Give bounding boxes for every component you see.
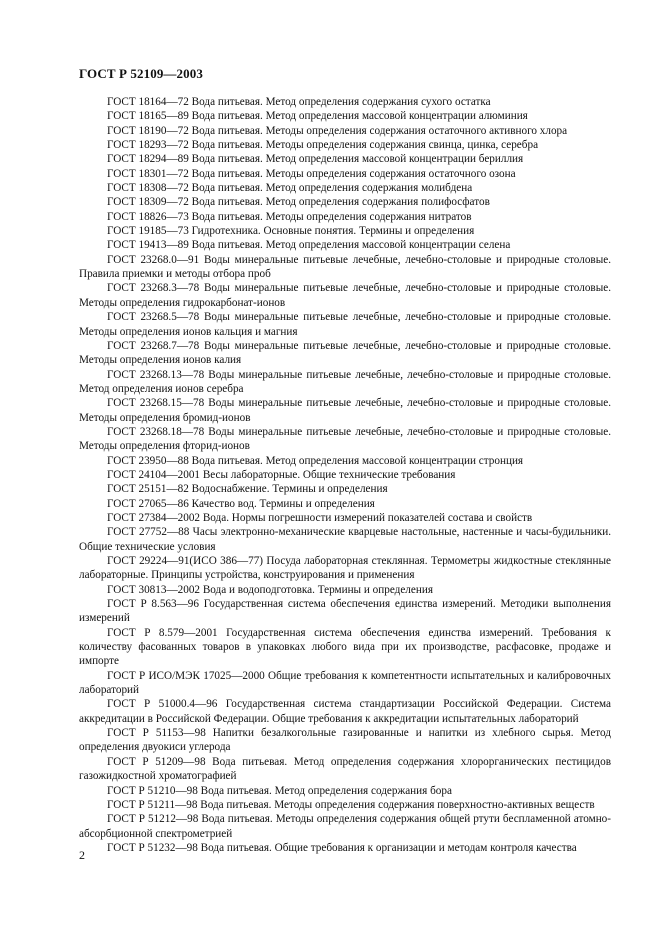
reference-item: ГОСТ 23268.18—78 Воды минеральные питьевые лечебные, лечебно-столовые и природные столовые. Методы определения фторид-ионов (79, 425, 611, 453)
reference-item: ГОСТ Р 51210—98 Вода питьевая. Метод определения содержания бора (107, 784, 452, 797)
reference-item: ГОСТ 27384—2002 Вода. Нормы погрешности измерений показателей состава и свойств (107, 511, 533, 524)
reference-item: ГОСТ 19185—73 Гидротехника. Основные понятия. Термины и определения (107, 225, 475, 238)
reference-item: ГОСТ 23268.13—78 Воды минеральные питьевые лечебные, лечебно-столовые и природные столовые. Метод определения ионов серебра (79, 368, 611, 395)
reference-item: ГОСТ 23268.0—91 Воды минеральные питьевые лечебные, лечебно-столовые и природные столовые. Правила приемки и методы отбора проб (79, 253, 611, 281)
reference-item: ГОСТ 18294—89 Вода питьевая. Метод определения массовой концентрации бериллия (107, 153, 524, 166)
page-number: 2 (79, 848, 85, 862)
reference-item: ГОСТ 23268.7—78 Воды минеральные питьевые лечебные, лечебно-столовые и природные столовые. Методы определения ионов калия (79, 339, 611, 367)
reference-item: ГОСТ 19413—89 Вода питьевая. Метод определения массовой концентрации селена (107, 239, 511, 252)
reference-item: ГОСТ Р 51211—98 Вода питьевая. Методы определения содержания поверхностно-активных веществ (107, 798, 595, 811)
page-header: ГОСТ Р 52109—2003 (79, 66, 203, 81)
reference-item: ГОСТ Р 51153—98 Напитки безалкогольные газированные и напитки из хлебного сырья. Метод определения двуокиси углерода (79, 727, 611, 754)
reference-item: ГОСТ 25151—82 Водоснабжение. Термины и определения (107, 483, 388, 496)
reference-item: ГОСТ 23268.5—78 Воды минеральные питьевые лечебные, лечебно-столовые и природные столовые. Методы определения ионов кальция и магния (79, 311, 611, 338)
reference-item: ГОСТ 23268.15—78 Воды минеральные питьевые лечебные, лечебно-столовые и природные столовые. Методы определения бромид-ионов (79, 397, 611, 424)
reference-item: ГОСТ 23950—88 Вода питьевая. Метод определения массовой концентрации стронция (107, 454, 524, 467)
reference-item: ГОСТ 18190—72 Вода питьевая. Методы определения содержания остаточного активного хлора (107, 124, 568, 137)
reference-item: ГОСТ 18309—72 Вода питьевая. Метод определения содержания полифосфатов (107, 196, 490, 209)
reference-item: ГОСТ Р 51209—98 Вода питьевая. Метод определения содержания хлорорганических пестицидов газожидкостной хроматографией (79, 755, 611, 783)
reference-item: ГОСТ Р 51232—98 Вода питьевая. Общие требования к организации и методам контроля качества (107, 841, 577, 854)
reference-item: ГОСТ Р 8.579—2001 Государственная система обеспечения единства измерений. Требования к количеству фасованных товаров в упаковках любого вида при их производстве, расфасовке, продаже и импорте (79, 626, 611, 668)
reference-item: ГОСТ Р 51212—98 Вода питьевая. Методы определения содержания общей ртути беспламенной атомно-абсорбционной спектрометрией (79, 813, 611, 840)
reference-item: ГОСТ 18301—72 Вода питьевая. Методы определения содержания остаточного озона (107, 167, 516, 180)
references-list (79, 95, 611, 855)
reference-item: ГОСТ Р 51000.4—96 Государственная система стандартизации Российской Федерации. Система аккредитации в Российской Федерации. Общие требования к аккредитации испытательных лабораторий (79, 698, 611, 725)
reference-item: ГОСТ 27065—86 Качество вод. Термины и определения (107, 497, 375, 510)
reference-item: ГОСТ 18826—73 Вода питьевая. Методы определения содержания нитратов (107, 210, 472, 223)
reference-item: ГОСТ 23268.3—78 Воды минеральные питьевые лечебные, лечебно-столовые и природные столовые. Методы определения гидрокарбонат-ионов (79, 282, 611, 309)
reference-item: ГОСТ 27752—88 Часы электронно-механические кварцевые настольные, настенные и часы-будильники. Общие технические условия (79, 526, 611, 553)
reference-item: ГОСТ Р 8.563—96 Государственная система обеспечения единства измерений. Методики выполнения измерений (79, 598, 611, 625)
reference-item: ГОСТ 24104—2001 Весы лабораторные. Общие технические требования (107, 468, 456, 481)
reference-item: ГОСТ 30813—2002 Вода и водоподготовка. Термины и определения (107, 583, 433, 596)
reference-item: ГОСТ 29224—91(ИСО 386—77) Посуда лабораторная стеклянная. Термометры жидкостные стеклянные лабораторные. Принципы устройства, конструирования и применения (79, 555, 611, 582)
reference-item: ГОСТ 18293—72 Вода питьевая. Методы определения содержания свинца, цинка, серебра (107, 139, 539, 152)
reference-item: ГОСТ 18308—72 Вода питьевая. Метод определения содержания молибдена (107, 182, 473, 195)
reference-item: ГОСТ 18165—89 Вода питьевая. Метод определения массовой концентрации алюминия (107, 110, 528, 123)
reference-item: ГОСТ Р ИСО/МЭК 17025—2000 Общие требования к компетентности испытательных и калибровочных лабораторий (79, 669, 611, 697)
reference-item: ГОСТ 18164—72 Вода питьевая. Метод определения содержания сухого остатка (107, 96, 491, 108)
